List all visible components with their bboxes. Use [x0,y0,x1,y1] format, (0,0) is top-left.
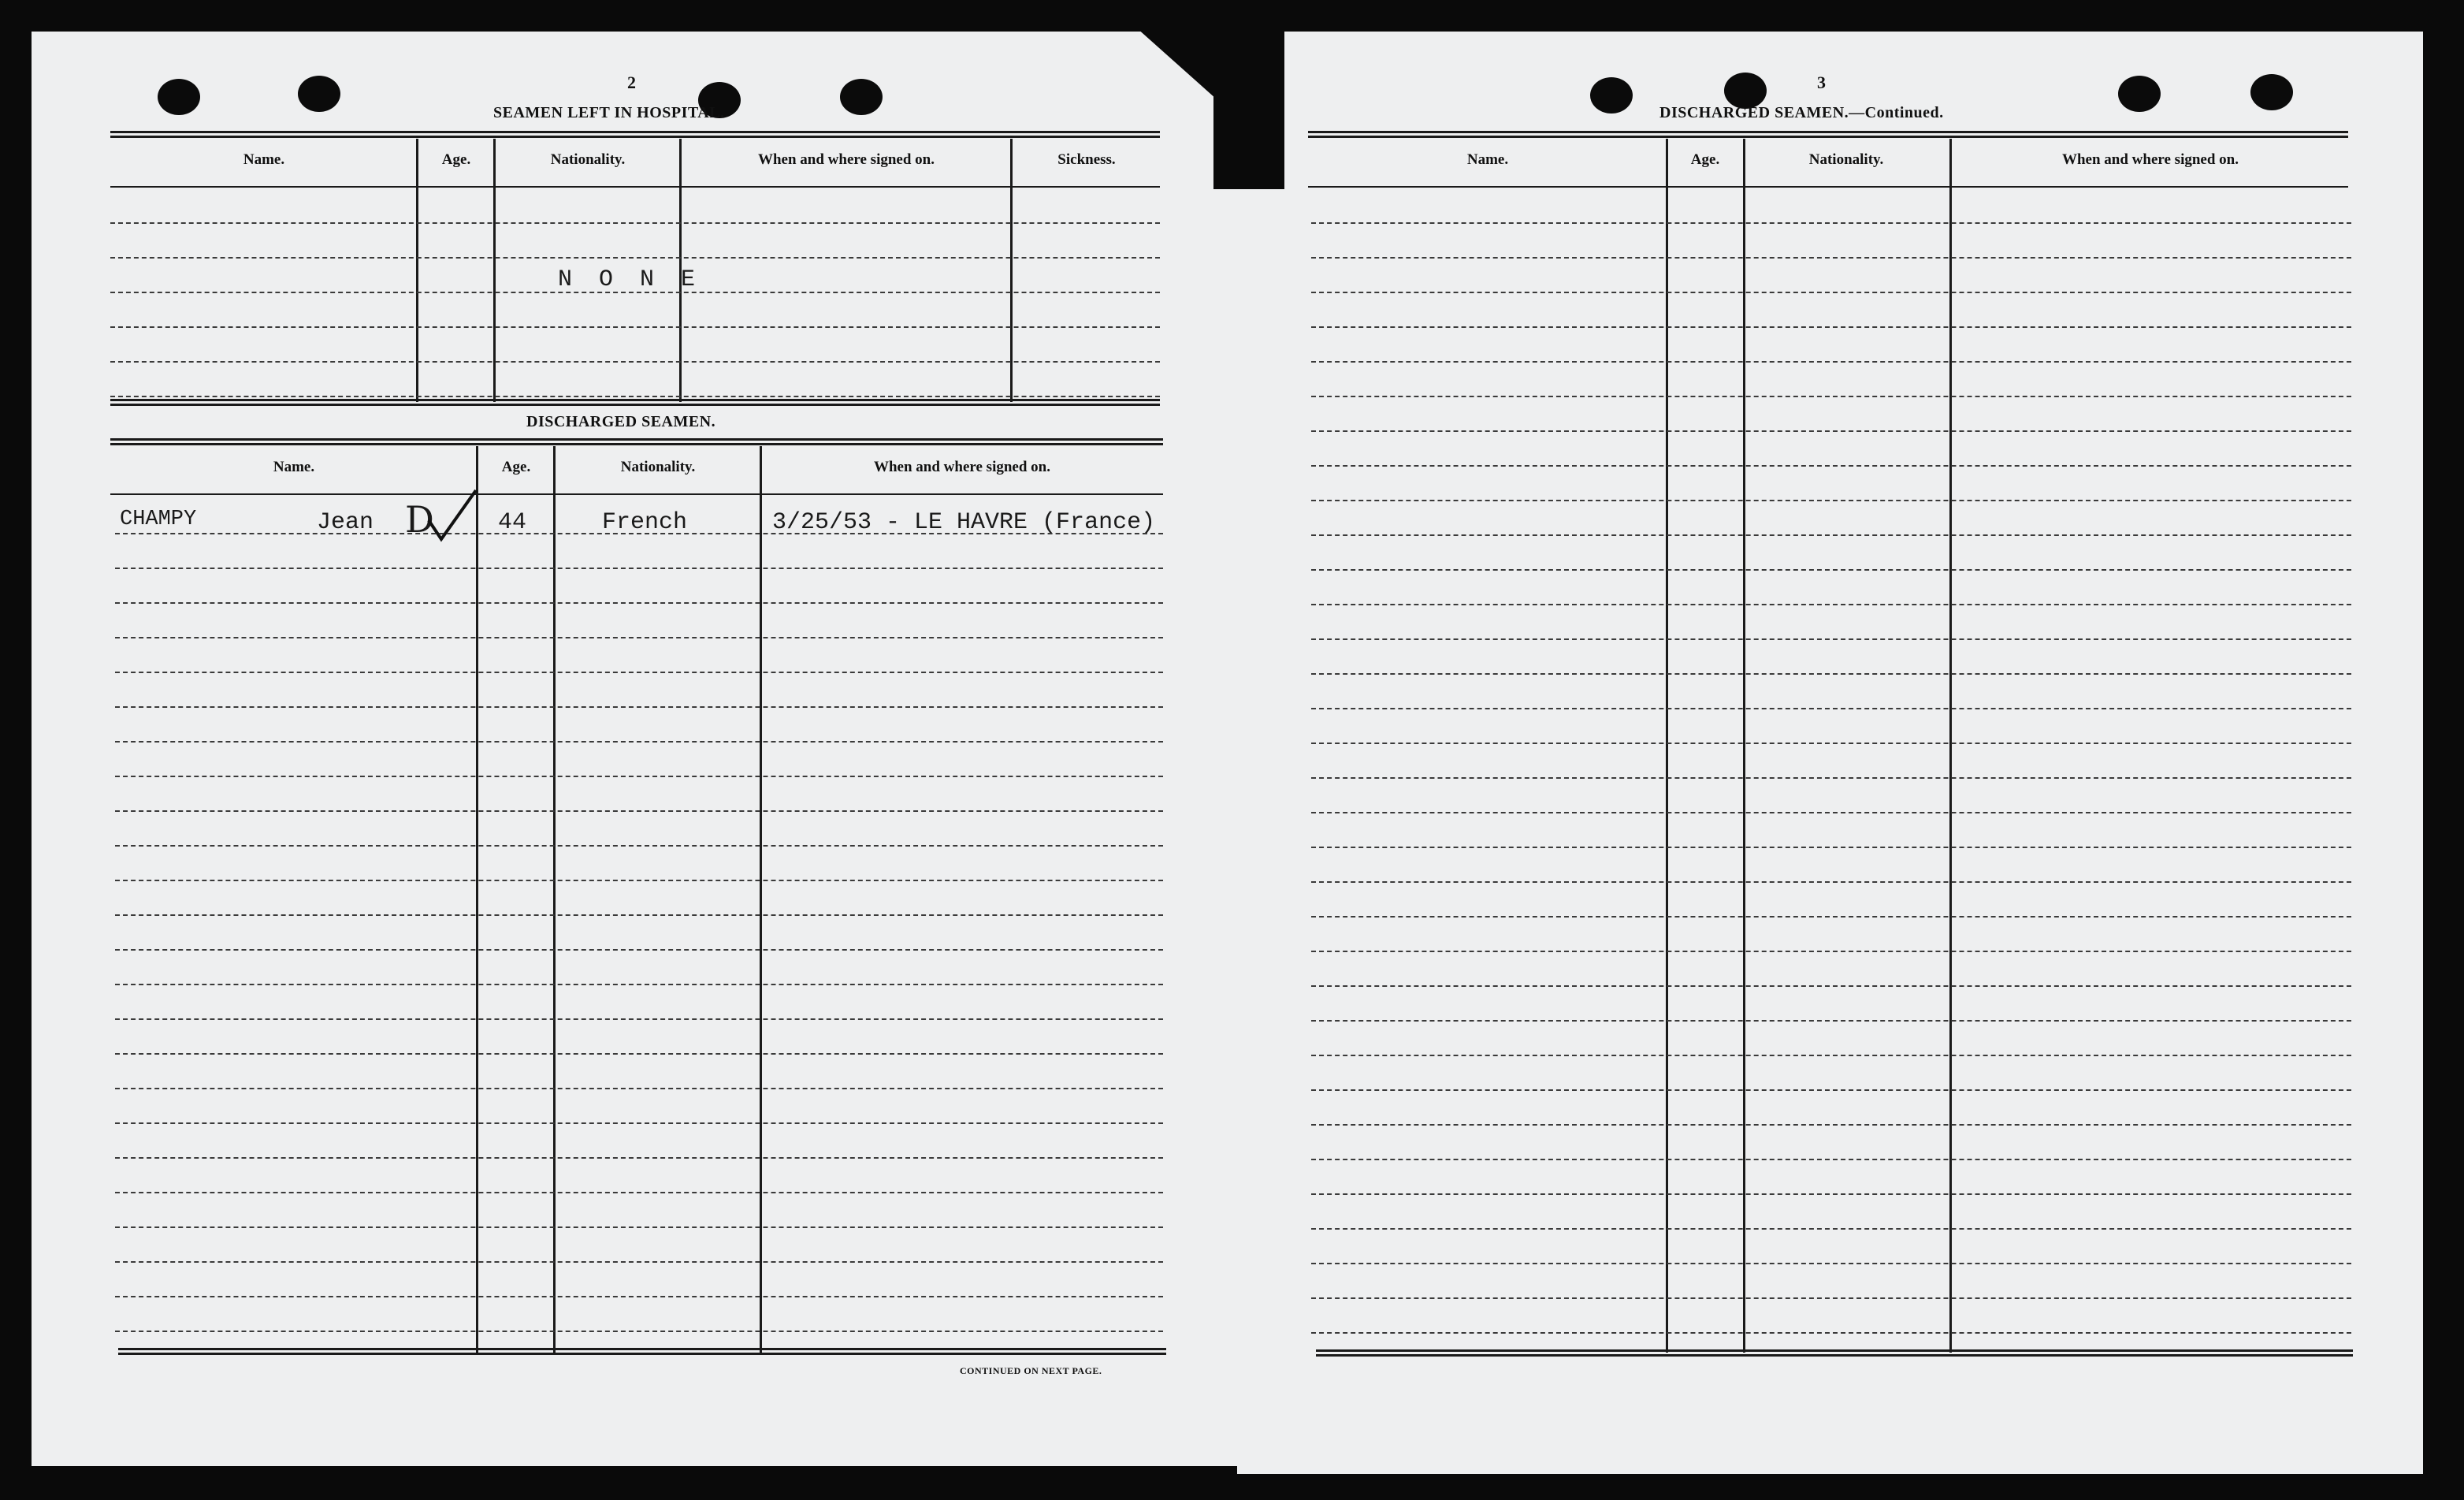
form-row-line [115,1296,1163,1297]
form-row-line [1311,1263,2351,1264]
form-row-line [1311,1020,2351,1022]
seaman-given-name: Jean [317,509,374,536]
form-row-line [115,810,1163,812]
discharged-header-rule [110,438,1163,445]
right-divider [1949,139,1952,1353]
form-row-line [1311,1297,2351,1299]
handwritten-mark: D [405,498,434,541]
form-row-line [115,845,1163,847]
col-header-sickness: Sickness. [1057,151,1116,168]
seaman-surname: CHAMPY [120,508,197,531]
form-row-line [1311,1228,2351,1230]
discharged-title-rule [110,399,1160,406]
form-row-line [115,776,1163,777]
right-divider [1743,139,1745,1353]
hospital-row-line [110,326,1160,328]
col-header-age: Age. [441,151,471,168]
col-header-signed-on: When and where signed on. [873,459,1050,475]
discharged-divider [553,446,556,1353]
form-row-line [1311,916,2351,917]
form-row-line [115,533,1163,534]
form-row-line [1311,1124,2351,1126]
form-row-line [115,706,1163,708]
form-row-line [115,1331,1163,1332]
form-row-line [1311,569,2351,571]
form-row-line [1311,500,2351,501]
punch-hole [1590,77,1633,114]
form-row-line [115,914,1163,916]
col-header-nationality: Nationality. [1808,151,1884,168]
form-row-line [1311,222,2351,224]
form-row-line [1311,292,2351,293]
form-row-line [1311,257,2351,259]
col-header-nationality: Nationality. [550,151,626,168]
form-row-line [1311,361,2351,363]
form-row-line [1311,604,2351,605]
form-row-line [115,602,1163,604]
seaman-age: 44 [498,509,527,536]
form-row-line [115,1122,1163,1124]
hospital-row-line [110,396,1160,397]
left-page [32,32,1237,1466]
form-row-line [115,1157,1163,1159]
form-row-line [115,880,1163,881]
form-row-line [115,1053,1163,1055]
punch-hole [840,79,883,115]
form-row-line [115,637,1163,638]
right-subheader-rule [1308,186,2348,188]
seaman-nationality: French [602,509,688,536]
form-row-line [115,984,1163,985]
hospital-row-line [110,257,1160,259]
hospital-row-line [110,222,1160,224]
form-row-line [1311,812,2351,813]
punch-hole [2118,76,2161,112]
form-row-line [1311,743,2351,744]
hospital-none-entry: NONE [558,266,723,293]
continued-note: CONTINUED ON NEXT PAGE. [960,1365,1102,1376]
discharged-divider [476,446,478,1353]
form-row-line [115,568,1163,569]
form-row-line [115,1018,1163,1020]
col-header-nationality: Nationality. [620,459,696,475]
form-row-line [115,1226,1163,1228]
form-row-line [1311,465,2351,467]
col-header-signed-on: When and where signed on. [757,151,935,168]
right-divider [1666,139,1668,1353]
form-row-line [115,949,1163,951]
form-row-line [1311,326,2351,328]
page-number: 3 [1817,73,1826,92]
form-row-line [1311,534,2351,536]
form-row-line [115,1261,1163,1263]
col-header-name: Name. [1466,151,1509,168]
form-row-line [1311,638,2351,640]
form-row-line [1311,1159,2351,1160]
form-row-line [115,741,1163,743]
form-row-line [1311,847,2351,848]
form-row-line [1311,708,2351,709]
punch-hole [298,76,340,112]
form-row-line [115,1192,1163,1193]
page-number: 2 [627,73,636,92]
hospital-section-title: SEAMEN LEFT IN HOSPITAL. [493,104,725,121]
form-row-line [1311,777,2351,779]
form-row-line [1311,673,2351,675]
right-bottom-rule [1316,1349,2353,1357]
right-page [1237,32,2423,1474]
discharged-bottom-rule [118,1348,1166,1355]
form-row-line [1311,430,2351,432]
form-row-line [115,1088,1163,1089]
form-row-line [1311,1193,2351,1195]
col-header-name: Name. [243,151,285,168]
punch-hole [2250,74,2293,110]
col-header-name: Name. [273,459,315,475]
form-row-line [1311,396,2351,397]
form-row-line [1311,1089,2351,1091]
page-gap [1213,32,1284,189]
form-row-line [1311,1055,2351,1056]
form-row-line [1311,881,2351,883]
check-mark-icon [426,486,481,544]
hospital-row-line [110,361,1160,363]
hospital-subheader-rule [110,186,1160,188]
discharged-divider [760,446,762,1353]
discharged-section-title: DISCHARGED SEAMEN. [526,413,716,430]
hospital-header-rule [110,131,1160,138]
col-header-age: Age. [1690,151,1720,168]
col-header-age: Age. [501,459,531,475]
form-row-line [1311,1332,2351,1334]
discharged-subheader-rule [110,493,1163,495]
form-row-line [115,672,1163,673]
punch-hole [158,79,200,115]
seaman-signed-on: 3/25/53 - LE HAVRE (France) [772,509,1156,536]
form-row-line [1311,951,2351,952]
col-header-signed-on: When and where signed on. [2061,151,2239,168]
right-section-title: DISCHARGED SEAMEN.—Continued. [1659,104,1944,121]
form-row-line [1311,985,2351,987]
right-header-rule [1308,131,2348,138]
